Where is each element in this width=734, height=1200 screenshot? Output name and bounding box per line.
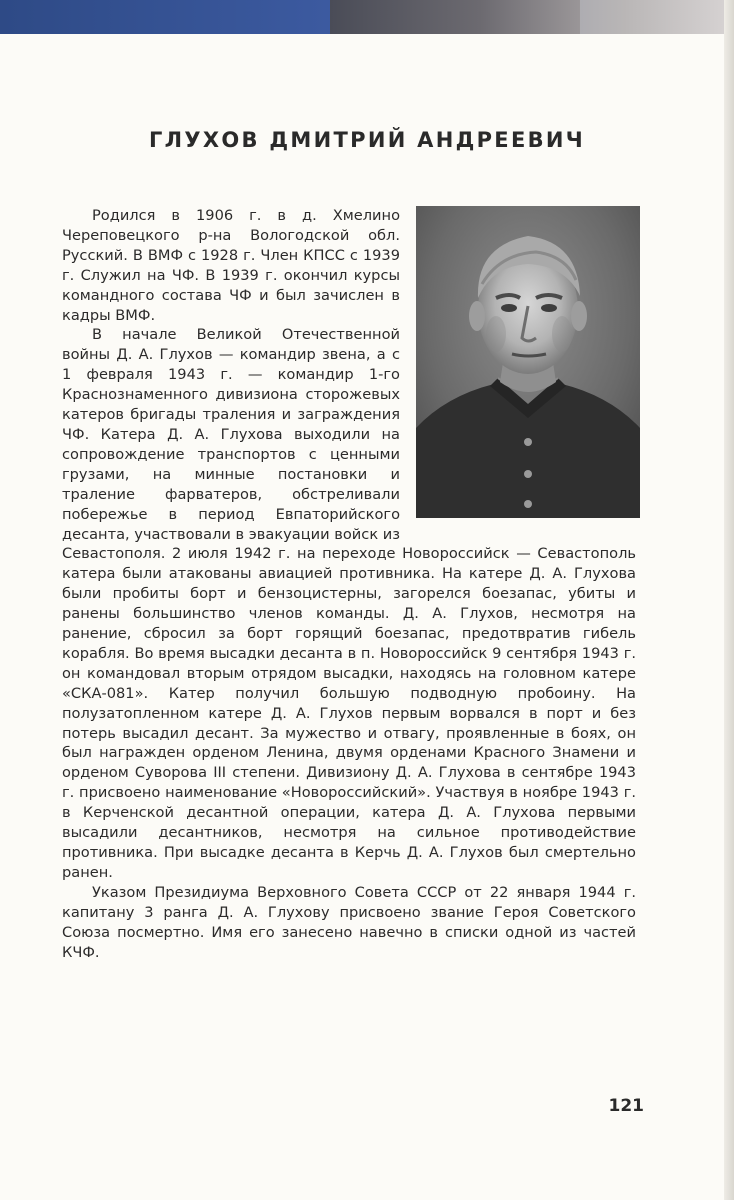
article-body [62, 206, 636, 962]
book-cover-edge [0, 0, 330, 34]
book-edge-strip [0, 0, 734, 34]
paragraph-war-service: В начале Великой Отечественной войны Д. А. Глухов — командир звена, а с 1 февраля 1943 г. — командир 1-го Краснознаменного дивизиона сторожевых катеров бригады траления и заграждения ЧФ. Катера Д. А. Глухова выходили на сопровождение транспортов с ценными грузами, на минные постановки и траление фарватеров, обстреливали побережье в период Евпаторийского десанта, участвовали в эвакуации войск из Севастополя. 2 июля 1942 г. на переходе Новороссийск — Севастополь катера были атакованы авиацией противника. На катере Д. А. Глухова были пробиты борт и бензоцистерны, загорелся боезапас, убиты и ранены большинство членов команды. Д. А. Глухов, несмотря на ранение, сбросил за борт горящий боезапас, предотвратив гибель корабля. Во время высадки десанта в п. Новороссийск 9 сентября 1943 г. он командовал вторым отрядом высадки, находясь на головном катере «СКА-081». Катер получил большую подводную пробоину. На полузатопленном катере Д. А. Глухов первым ворвался в порт и без потерь высадил десант. За мужество и отвагу, проявленные в боях, он был награжден орденом Ленина, двумя орденами Красного Знамени и орденом Суворова III степени. Дивизиону Д. А. Глухова в сентябре 1943 г. присвоено наименование «Новороссийский». Участвуя в ноябре 1943 г. в Керченской десантной операции, катера Д. А. Глухова первыми высадили десантников, несмотря на сильное противодействие противника. При высадке десанта в Керчь Д. А. Глухов был смертельно ранен. [62, 326, 636, 881]
page-edge-shadow [724, 0, 734, 1200]
book-spine-shadow [330, 0, 580, 34]
page-title: ГЛУХОВ ДМИТРИЙ АНДРЕЕВИЧ [148, 128, 586, 152]
photo-wrap-space [400, 206, 636, 538]
page-number: 121 [608, 1096, 644, 1116]
paragraph-hero-award: Указом Президиума Верховного Совета СССР от 22 января 1944 г. капитану 3 ранга Д. А. Глухову присвоено звание Героя Советского Союза посмертно. Имя его занесено навечно в списки одной из частей КЧФ. [62, 883, 636, 961]
paragraph-birth: Родился в 1906 г. в д. Хмелино Череповецкого р-на Вологодской обл. Русский. В ВМФ с 1928 г. Член КПСС с 1939 г. Служил на ЧФ. В 1939 г. окончил курсы командного состава ЧФ и был зачислен в кадры ВМФ. [62, 207, 400, 324]
